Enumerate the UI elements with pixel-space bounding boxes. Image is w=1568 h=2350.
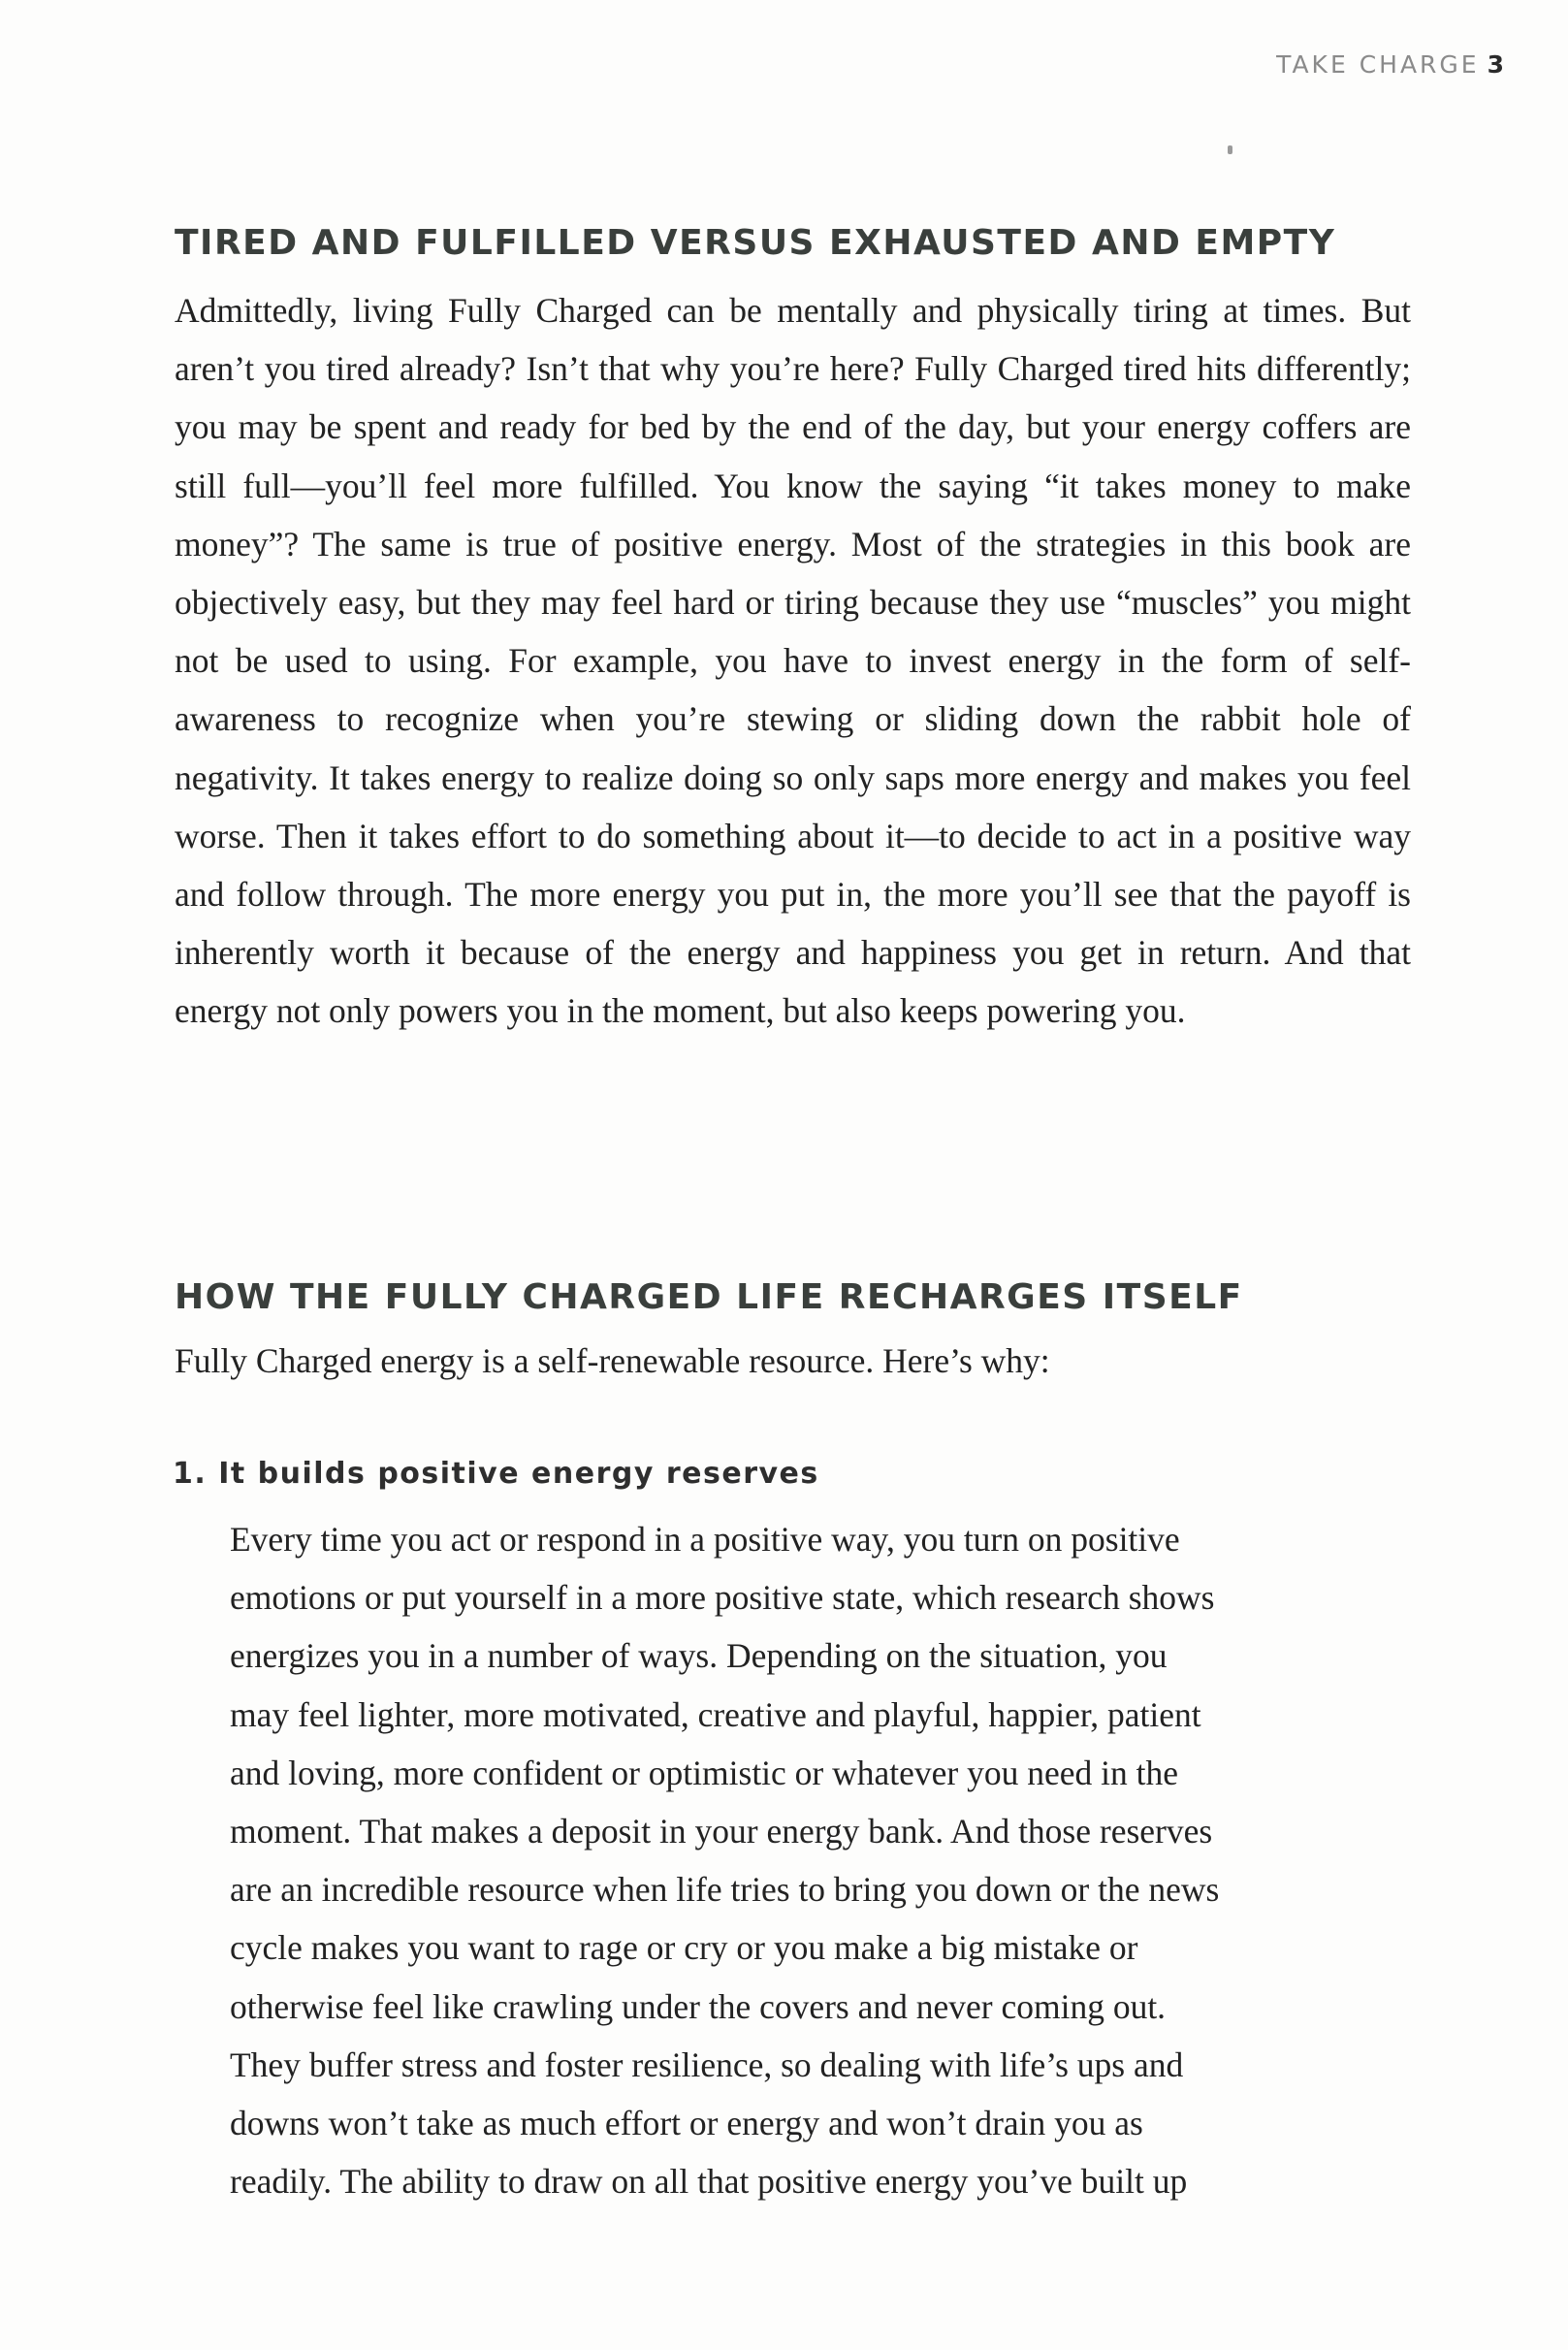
scan-speck bbox=[1228, 145, 1232, 154]
list-item-line: energizes you in a number of ways. Depending on the situation, you bbox=[230, 1636, 1168, 1676]
list-item-line: They buffer stress and foster resilience, so dealing with life’s ups and bbox=[230, 2044, 1184, 2084]
list-item-line: cycle makes you want to rage or cry or you make a big mistake or bbox=[230, 1928, 1138, 1968]
list-item-line: emotions or put yourself in a more positive state, which research shows bbox=[230, 1578, 1215, 1618]
list-item-line: and loving, more confident or optimistic or whatever you need in the bbox=[230, 1753, 1178, 1792]
list-item-line: may feel lighter, more motivated, creative and playful, happier, patient bbox=[230, 1694, 1201, 1734]
list-item-line: otherwise feel like crawling under the covers and never coming out. bbox=[230, 1986, 1167, 2026]
list-item-line: downs won’t take as much effort or energy and won’t drain you as bbox=[230, 2104, 1143, 2143]
page-number: 3 bbox=[1487, 50, 1504, 79]
list-item-heading: 1. It builds positive energy reserves bbox=[173, 1457, 819, 1491]
section-paragraph-tired: Admittedly, living Fully Charged can be mentally and physically tiring at times. But aren’t you tired already? Isn’t that why you’re here? Fully Charged tired hits differently; you may be spent and ready for bed by the end of the day, but your energy coffers are still full—you’ll feel more fulfilled. You know the saying “it takes money to make money”? The same is true of positive energy. Most of the strategies in this book are objectively easy, but they may feel hard or tiring because they use “muscles” you might not be used to using. For example, you have to invest energy in the form of self-awareness to recognize when you’re stewing or sliding down the rabbit hole of negativity. It takes energy to realize doing so only saps more energy and makes you feel worse. Then it takes effort to do something about it—to decide to act in a positive way and follow through. The more energy you put in, the more you’ll see that the payoff is inherently worth it because of the energy and happiness you get in return. And that energy not only powers you in the moment, but also keeps powering you. bbox=[175, 291, 1411, 1031]
running-head-title: TAKE CHARGE bbox=[1276, 50, 1480, 79]
list-item-body bbox=[230, 1510, 1393, 2210]
running-head bbox=[1276, 50, 1504, 79]
section-paragraph-recharges: Fully Charged energy is a self-renewable resource. Here’s why: bbox=[175, 1341, 1050, 1380]
section-heading-recharges: HOW THE FULLY CHARGED LIFE RECHARGES ITSELF bbox=[175, 1277, 1243, 1317]
list-item-line: are an incredible resource when life tries to bring you down or the news bbox=[230, 1870, 1220, 1910]
list-item-line: moment. That makes a deposit in your energy bank. And those reserves bbox=[230, 1812, 1213, 1851]
section-heading-tired: TIRED AND FULFILLED VERSUS EXHAUSTED AND EMPTY bbox=[175, 223, 1336, 263]
list-item-line: readily. The ability to draw on all that positive energy you’ve built up bbox=[230, 2162, 1188, 2202]
list-item-line: Every time you act or respond in a positive way, you turn on positive bbox=[230, 1520, 1180, 1559]
